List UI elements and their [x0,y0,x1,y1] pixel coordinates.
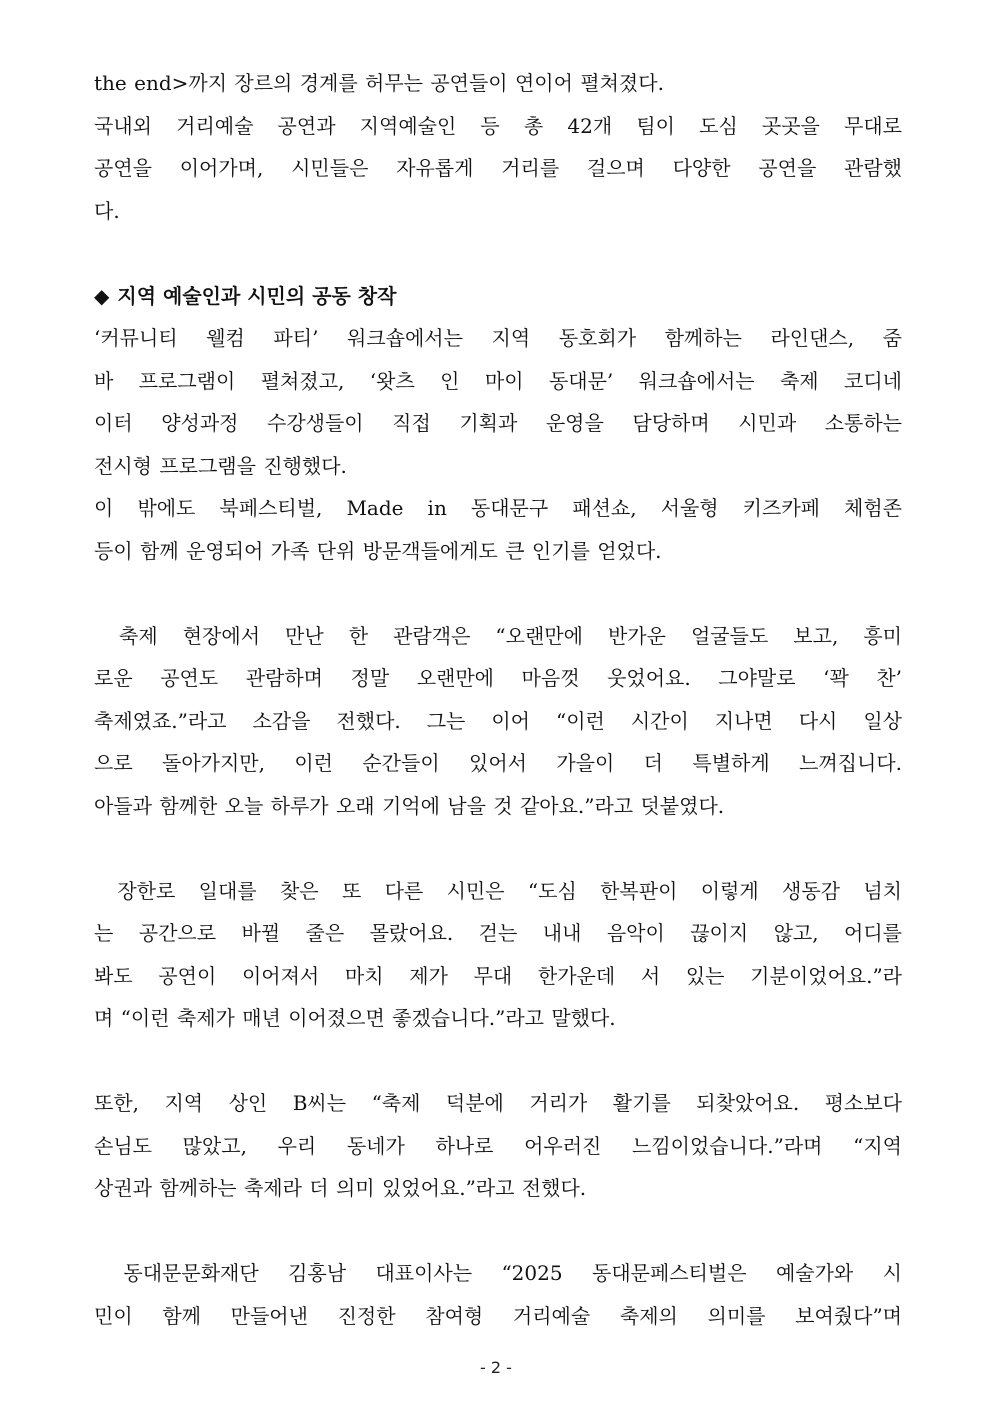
paragraph-7 [94,1252,902,1337]
text-line: 축제였죠.”라고 소감을 전했다. 그는 이어 “이런 시간이 지나면 다시 일상 [94,708,902,733]
paragraph-gap [94,1040,902,1083]
text-line: 다. [94,198,120,223]
text-line: 등이 함께 운영되어 가족 단위 방문객들에게도 큰 인기를 얻었다. [94,538,662,563]
text-line: 이터 양성과정 수강생들이 직접 기획과 운영을 담당하며 시민과 소통하는 [94,411,902,435]
text-line: 이 밖에도 북페스티벌, Made in 동대문구 패션쇼, 서울형 키즈카페 체험존 [94,496,902,520]
document-body [94,62,902,1337]
paragraph-3 [94,487,902,572]
section-heading [94,275,902,318]
section-heading-text: 지역 예술인과 시민의 공동 창작 [117,283,397,308]
text-line: the end>까지 장르의 경계를 허무는 공연들이 연이어 펼쳐졌다. [94,71,664,95]
text-line: 로운 공연도 관람하며 정말 오랜만에 마음껏 웃었어요. 그야말로 ‘꽉 찬’ [94,666,902,690]
paragraph-2 [94,317,902,487]
paragraph-gap [94,1210,902,1253]
text-line: 공연을 이어가며, 시민들은 자유롭게 거리를 걸으며 다양한 공연을 관람했 [94,156,902,180]
text-line: 봐도 공연이 이어져서 마치 제가 무대 한가운데 서 있는 기분이었어요.”라 [94,963,903,988]
text-line: 동대문문화재단 김홍남 대표이사는 “2025 동대문페스티벌은 예술가와 시 [94,1261,902,1285]
text-line: 바 프로그램이 펼쳐졌고, ‘왓츠 인 마이 동대문’ 워크숍에서는 축제 코디네 [94,368,902,393]
paragraph-5 [94,870,902,1040]
paragraph-4 [94,615,902,828]
text-line: 국내외 거리예술 공연과 지역예술인 등 총 42개 팀이 도심 곳곳을 무대로 [94,113,902,138]
text-line: 손님도 많았고, 우리 동네가 하나로 어우러진 느낌이었습니다.”라며 “지역 [94,1133,902,1158]
paragraph-gap [94,572,902,615]
page-number: - 2 - [480,1358,512,1377]
paragraph-1 [94,62,902,232]
text-line: 아들과 함께한 오늘 하루가 오래 기억에 남을 것 같아요.”라고 덧붙였다. [94,793,725,818]
text-line: ‘커뮤니티 웰컴 파티’ 워크숍에서는 지역 동호회가 함께하는 라인댄스, 줌 [94,326,902,350]
text-line: 상권과 함께하는 축제라 더 의미 있었어요.”라고 전했다. [94,1176,587,1200]
text-line: 또한, 지역 상인 B씨는 “축제 덕분에 거리가 활기를 되찾았어요. 평소보다 [94,1091,902,1115]
text-line: 축제 현장에서 만난 한 관람객은 “오랜만에 반가운 얼굴들도 보고, 흥미 [94,623,902,648]
text-line: 민이 함께 만들어낸 진정한 참여형 거리예술 축제의 의미를 보여줬다”며 [94,1303,902,1328]
text-line: 으로 돌아가지만, 이런 순간들이 있어서 가을이 더 특별하게 느껴집니다. [94,751,902,775]
text-line: 전시형 프로그램을 진행했다. [94,453,347,478]
paragraph-gap [94,827,902,870]
text-line: 장한로 일대를 찾은 또 다른 시민은 “도심 한복판이 이렇게 생동감 넘치 [94,878,902,903]
text-line: 며 “이런 축제가 매년 이어졌으면 좋겠습니다.”라고 말했다. [94,1006,616,1030]
paragraph-gap [94,232,902,275]
paragraph-6 [94,1082,902,1210]
text-line: 는 공간으로 바뀔 줄은 몰랐어요. 걷는 내내 음악이 끊이지 않고, 어디를 [94,921,902,945]
diamond-bullet-icon: ◆ [94,283,110,308]
